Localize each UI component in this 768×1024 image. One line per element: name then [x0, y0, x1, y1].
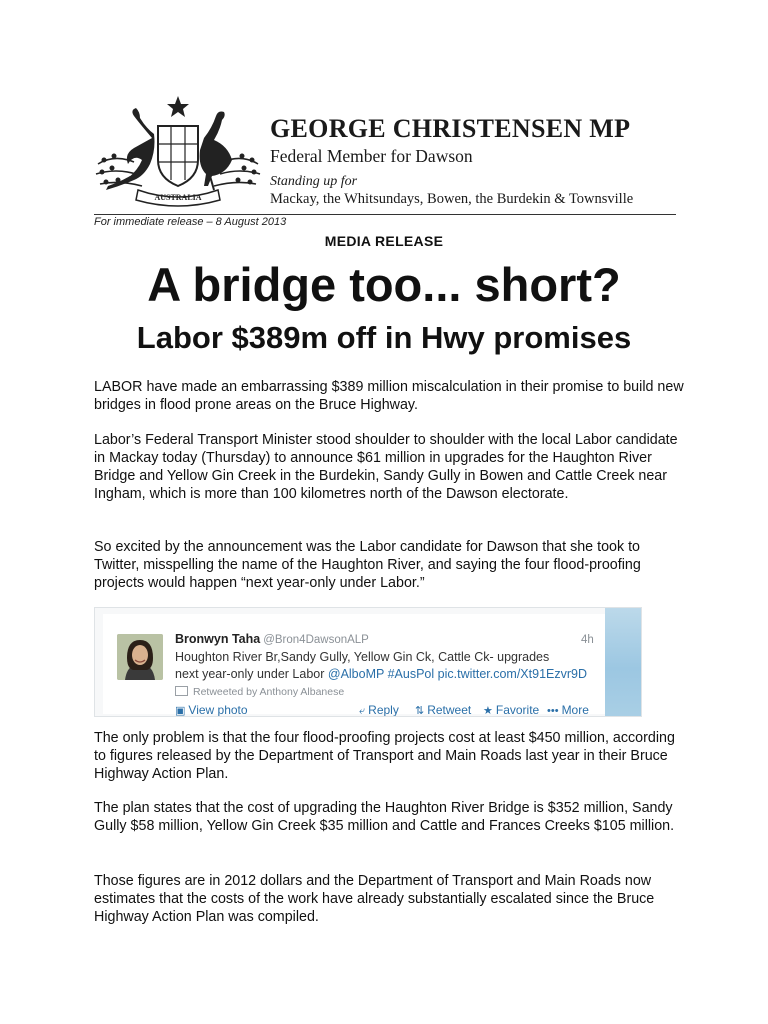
mention-link[interactable]: @AlboMP	[327, 667, 385, 681]
avatar[interactable]	[117, 634, 163, 680]
more-dots-icon: •••	[547, 705, 559, 717]
mp-name: GEORGE CHRISTENSEN MP	[270, 114, 631, 143]
retweeted-by: Retweeted by Anthony Albanese	[175, 686, 344, 698]
media-release-label: MEDIA RELEASE	[324, 233, 444, 249]
star-icon: ★	[483, 705, 493, 717]
letterhead-text	[270, 114, 633, 208]
tweet-text	[175, 649, 615, 683]
tagline: Standing up for	[270, 174, 358, 189]
tweet-author[interactable]	[175, 632, 369, 646]
svg-text:AUSTRALIA: AUSTRALIA	[154, 193, 202, 202]
reply-icon: ⤶	[359, 705, 366, 717]
more-button[interactable]: ••• More	[547, 703, 589, 717]
hashtag-link[interactable]: #AusPol	[387, 667, 435, 681]
paragraph: Those figures are in 2012 dollars and the Department of Transport and Main Roads now estimates that the costs of the work have already substantially escalated since the Bruce Highway Action Plan was compiled.	[94, 873, 655, 925]
retweet-small-icon	[175, 686, 188, 696]
tweet-line-1: Houghton River Br,Sandy Gully, Yellow Gin Ck, Cattle Ck- upgrades	[175, 650, 550, 664]
tweet-time[interactable]: 4h	[581, 634, 594, 646]
coat-of-arms-icon	[94, 94, 262, 210]
headline: A bridge too... short?	[147, 258, 621, 311]
pic-link[interactable]: pic.twitter.com/Xt91Ezvr9D	[437, 667, 587, 681]
letterhead-divider	[94, 214, 676, 215]
release-dateline: For immediate release – 8 August 2013	[94, 216, 287, 228]
paragraph: LABOR have made an embarrassing $389 million miscalculation in their promise to build new bridges in flood prone areas on the Bruce Highway.	[94, 379, 684, 413]
profile-photo-icon	[117, 634, 163, 680]
tweet-background-strip	[605, 608, 641, 717]
author-handle: @Bron4DawsonALP	[263, 634, 369, 646]
tweet-actions	[175, 703, 623, 717]
paragraph: The only problem is that the four flood-proofing projects cost at least $450 million, according to figures released by the Department of Transport and Main Roads last year in their Bruce Highway Action Plan.	[94, 730, 675, 782]
tweet-line-2: next year-only under Labor @AlboMP #AusPol pic.twitter.com/Xt91Ezvr9D	[175, 667, 587, 681]
tweet-embed	[94, 607, 642, 717]
regions: Mackay, the Whitsundays, Bowen, the Burdekin & Townsville	[270, 191, 634, 207]
paragraph: The plan states that the cost of upgrading the Haughton River Bridge is $352 million, Sandy Gully $58 million, Yellow Gin Creek $35 million and Cattle and Frances Creeks $105 million.	[94, 800, 675, 834]
mp-role: Federal Member for Dawson	[270, 146, 473, 166]
retweet-button[interactable]: ⇅ Retweet	[415, 703, 472, 717]
letterhead	[94, 92, 676, 214]
subheadline: Labor $389m off in Hwy promises	[136, 320, 632, 355]
photo-icon: ▣	[175, 705, 186, 717]
retweet-icon: ⇅	[415, 705, 425, 717]
view-photo-link[interactable]: ▣ View photo	[175, 703, 248, 717]
paragraph: Labor’s Federal Transport Minister stood shoulder to shoulder with the local Labor candidate in Mackay today (Thursday) to announce $61 million in upgrades for the Haughton River Bridge and Yellow Gin Creek in the Burdekin, Sandy Gully in Bowen and Cattle Creek near Ingham, which is more than 100 kilometres north of the Dawson electorate.	[94, 432, 678, 502]
favorite-button[interactable]: ★ Favorite	[483, 703, 540, 717]
tweet-card	[103, 614, 613, 717]
author-name: Bronwyn Taha	[175, 632, 261, 646]
reply-button[interactable]: ⤶ Reply	[359, 703, 399, 717]
paragraph: So excited by the announcement was the Labor candidate for Dawson that she took to Twitter, misspelling the name of the Haughton River, and saying the four flood-proofing projects would happen “next year-only under Labor.”	[94, 539, 641, 591]
